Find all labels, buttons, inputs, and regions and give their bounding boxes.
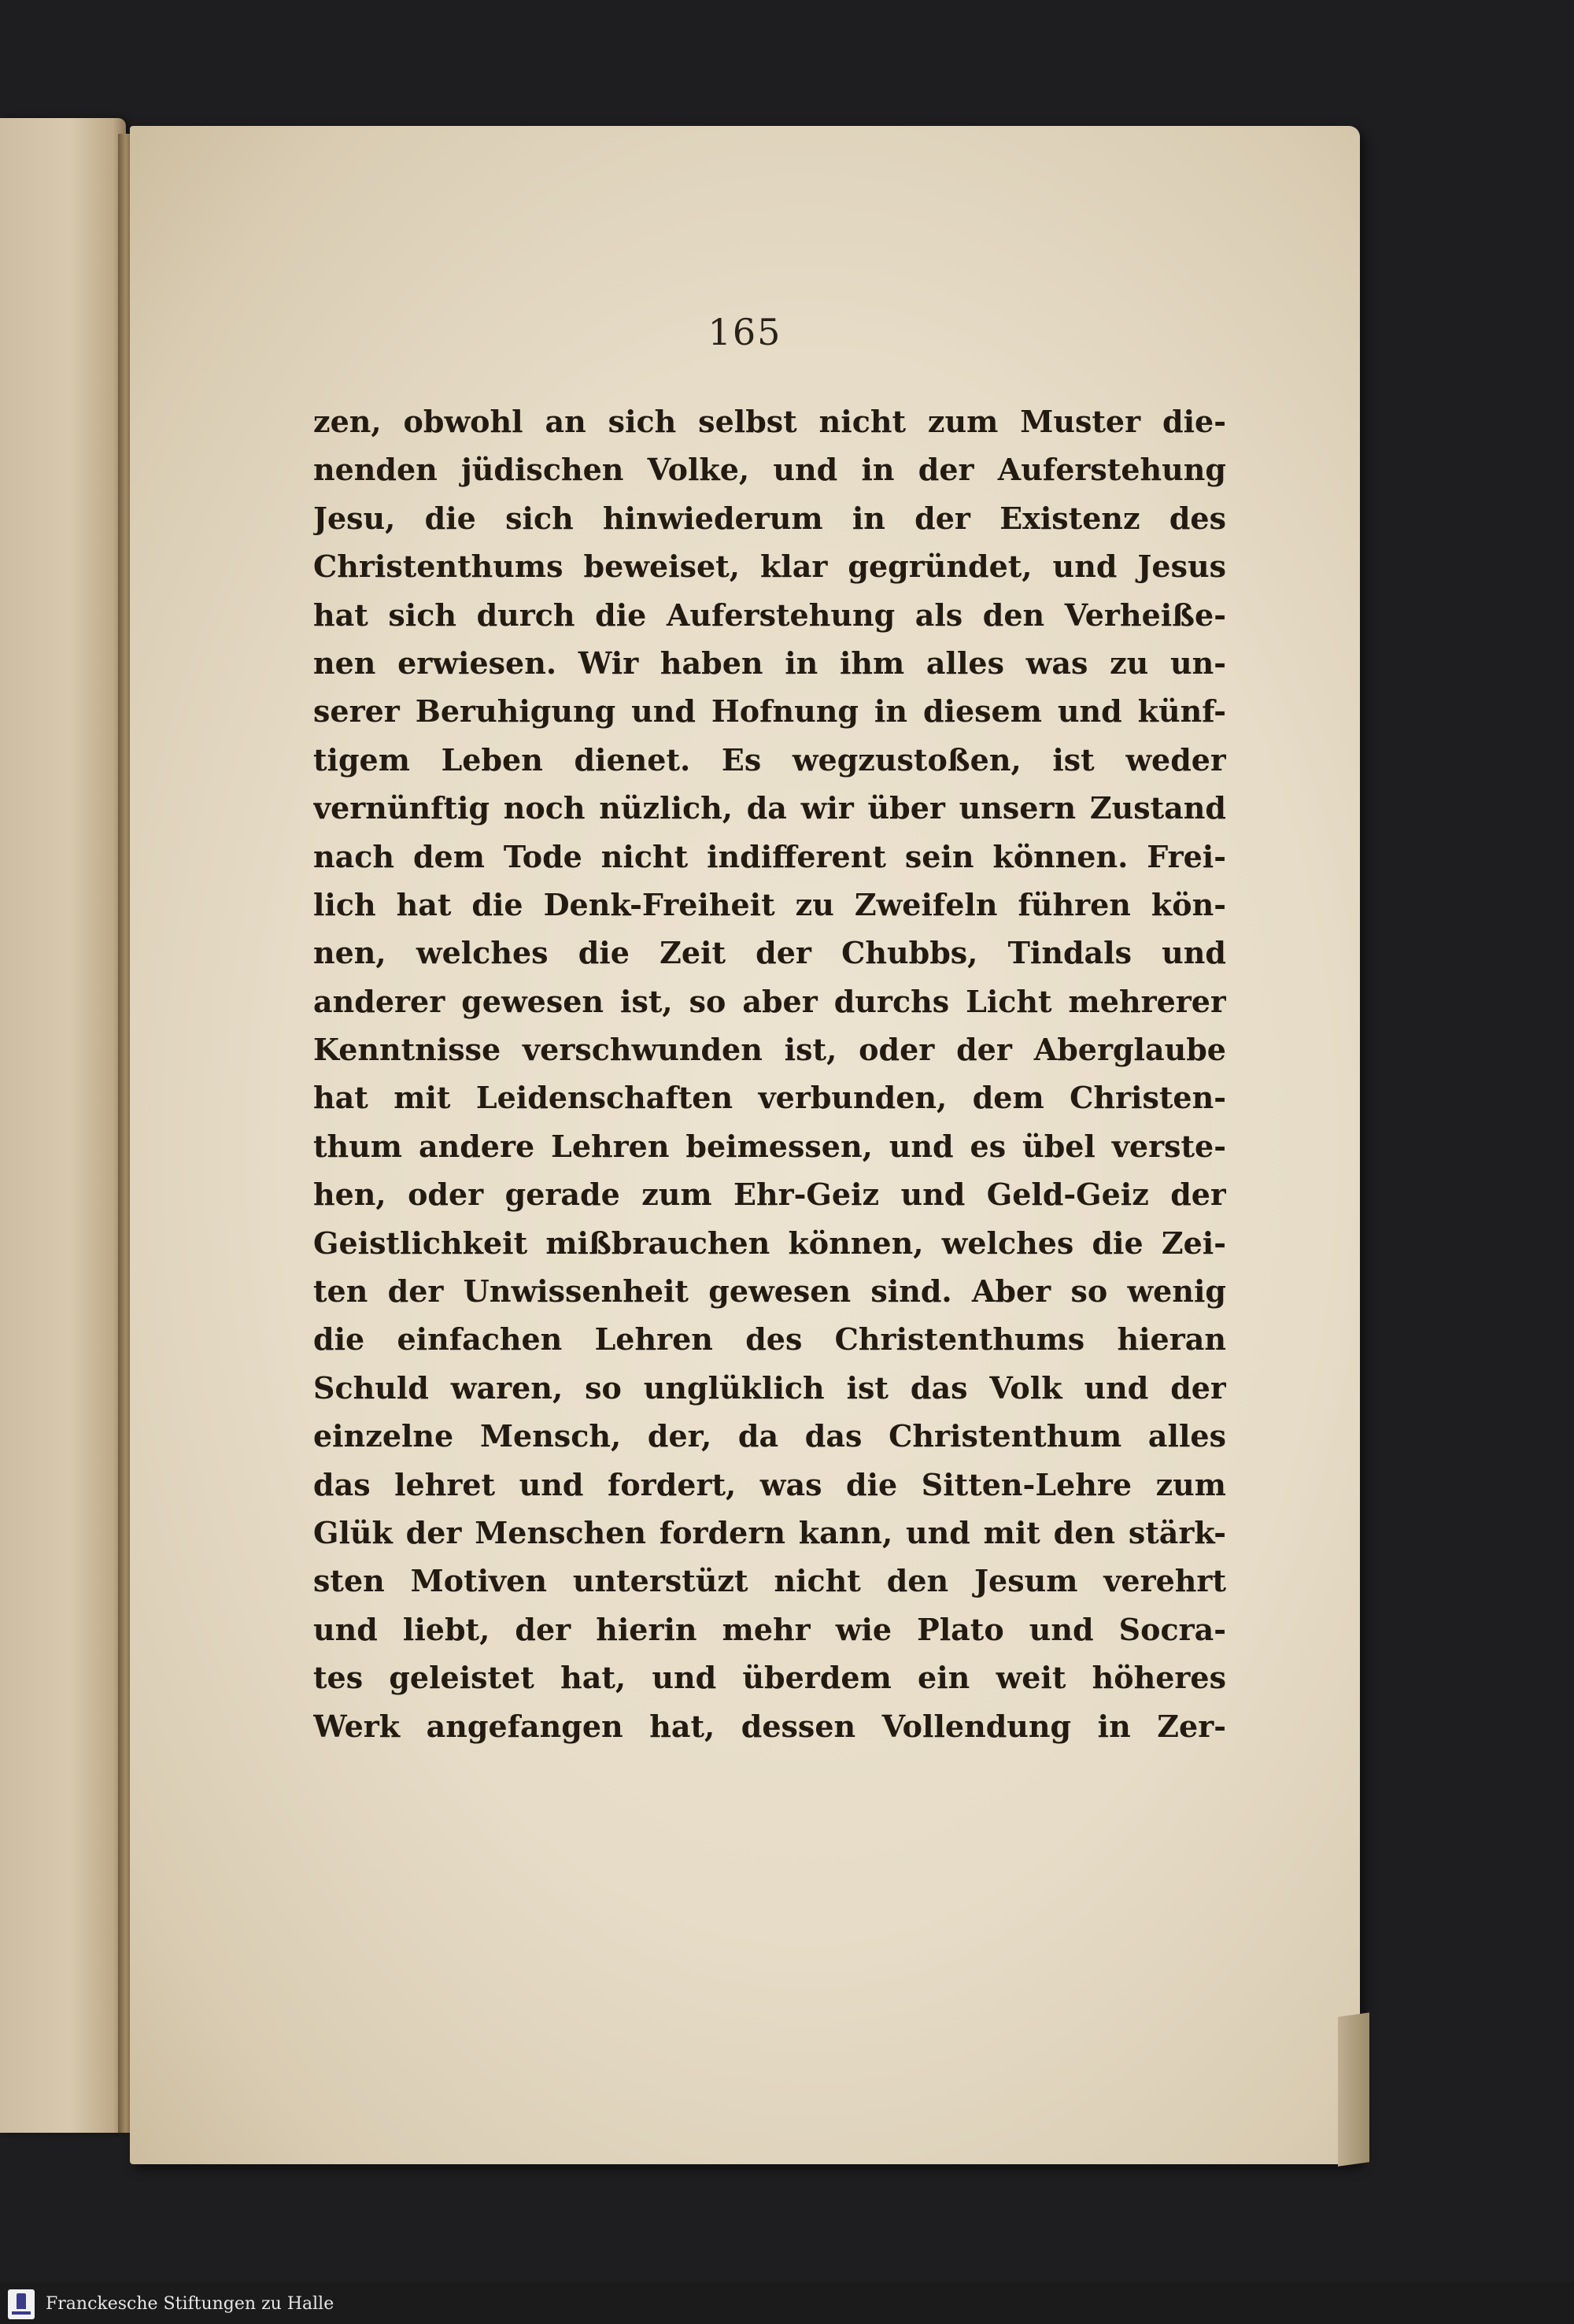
text-line: vernünftig noch nüzlich, da wir über unsern Zustand <box>313 790 1226 826</box>
text-line: Schuld waren, so unglüklich ist das Volk und der <box>313 1369 1226 1406</box>
text-line: zen, obwohl an sich selbst nicht zum Muster die- <box>313 404 1226 439</box>
text-line: nen erwiesen. Wir haben in ihm alles was zu un- <box>313 645 1226 681</box>
facing-page-edge <box>0 118 126 2133</box>
text-line: anderer gewesen ist, so aber durchs Licht mehrerer <box>313 983 1226 1019</box>
footer-label: Franckesche Stiftungen zu Halle <box>46 2294 334 2314</box>
page-text <box>313 397 1226 1750</box>
book-page <box>130 126 1360 2164</box>
page-corner-edge <box>1338 2012 1369 2167</box>
text-line: sten Motiven unterstüzt nicht den Jesum verehrt <box>313 1563 1226 1599</box>
text-line: Christenthums beweiset, klar gegründet, und Jesus <box>313 549 1226 585</box>
text-line: tigem Leben dienet. Es wegzustoßen, ist weder <box>313 741 1226 778</box>
page-number: 165 <box>708 311 782 353</box>
text-line: tes geleistet hat, und überdem ein weit höheres <box>313 1660 1226 1696</box>
text-line: nenden jüdischen Volke, und in der Auferstehung <box>313 452 1226 488</box>
text-line: und liebt, der hierin mehr wie Plato und Socra- <box>313 1611 1226 1647</box>
text-line: Kenntnisse verschwunden ist, oder der Aberglaube <box>313 1032 1226 1068</box>
text-line: das lehret und fordert, was die Sitten-Lehre zum <box>313 1466 1226 1502</box>
text-line: serer Beruhigung und Hofnung in diesem und künf- <box>313 693 1226 730</box>
text-line: die einfachen Lehren des Christenthums hieran <box>313 1321 1226 1358</box>
text-line: hat mit Leidenschaften verbunden, dem Christen- <box>313 1080 1226 1116</box>
text-line: lich hat die Denk-Freiheit zu Zweifeln führen kön- <box>313 886 1226 922</box>
text-line: Werk angefangen hat, dessen Vollendung in Zer- <box>313 1708 1226 1744</box>
text-line: thum andere Lehren beimessen, und es übel verste- <box>313 1128 1226 1164</box>
text-line: Jesu, die sich hinwiederum in der Existenz des <box>313 500 1226 536</box>
text-line: Glük der Menschen fordern kann, und mit den stärk- <box>313 1514 1226 1550</box>
text-line: einzelne Mensch, der, da das Christenthum alles <box>313 1418 1226 1454</box>
text-line: nach dem Tode nicht indifferent sein können. Frei- <box>313 838 1226 874</box>
text-line: Geistlichkeit mißbrauchen können, welches die Zei- <box>313 1225 1226 1261</box>
text-line: hen, oder gerade zum Ehr-Geiz und Geld-Geiz der <box>313 1177 1226 1213</box>
text-line: hat sich durch die Auferstehung als den Verheiße- <box>313 597 1226 633</box>
institution-logo-icon <box>8 2289 35 2319</box>
text-line: ten der Unwissenheit gewesen sind. Aber so wenig <box>313 1273 1226 1310</box>
text-line: nen, welches die Zeit der Chubbs, Tindals und <box>313 935 1226 971</box>
